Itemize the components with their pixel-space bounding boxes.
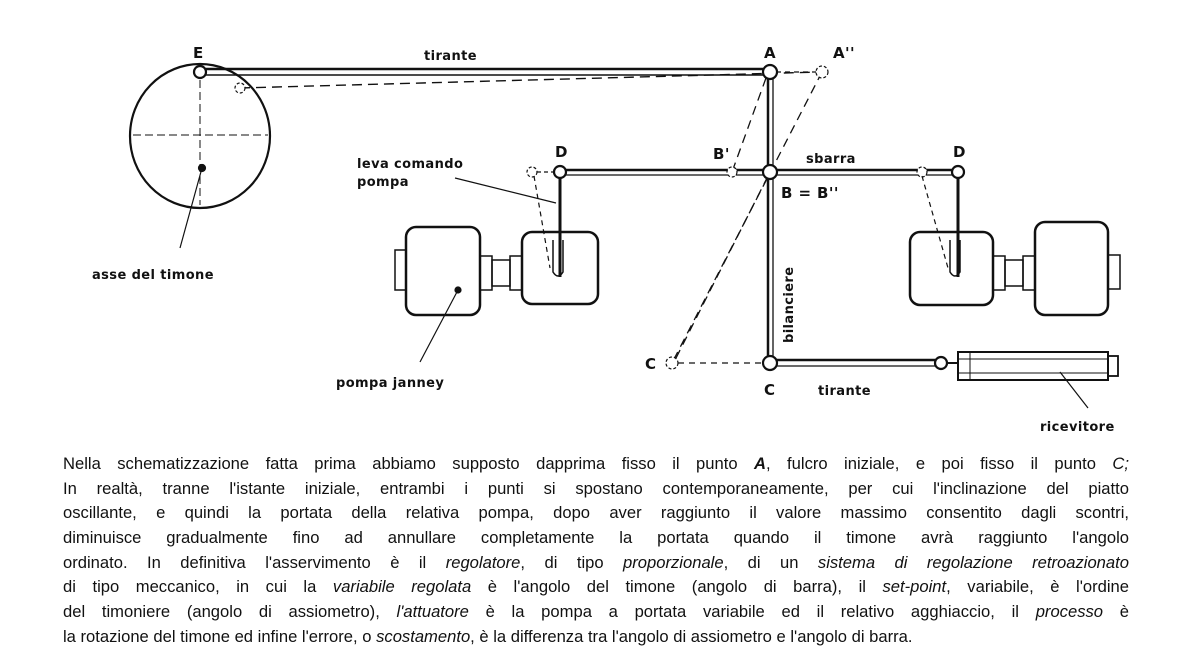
text-segment: set-point	[882, 577, 947, 597]
text-segment: è l'angolo del timone (angolo di barra), il	[471, 577, 883, 597]
label-tirante-bottom: tirante	[818, 384, 871, 399]
paragraph-line	[63, 477, 1129, 502]
label-B-equals: B = B''	[781, 184, 839, 202]
text-segment: la rotazione del timone ed infine l'errore, o	[63, 626, 377, 646]
text-segment: variabile regolata	[332, 577, 472, 597]
text-segment: regolatore	[445, 552, 521, 572]
label-C: C	[764, 381, 776, 399]
paragraph-line	[63, 452, 1129, 477]
label-B-prime: B'	[713, 145, 730, 163]
text-segment: , di tipo	[520, 552, 624, 572]
label-C-left: C	[645, 355, 657, 373]
label-pompa: pompa	[357, 175, 409, 190]
text-segment: , è la differenza tra l'angolo di assiometro e l'angolo di barra.	[470, 626, 913, 646]
text-segment: sistema di regolazione retroazionato	[817, 552, 1129, 572]
text-segment: è	[1103, 602, 1129, 622]
paragraph-line	[63, 625, 1129, 650]
paragraph-line	[63, 526, 1129, 551]
text-segment: In realtà, tranne l'istante iniziale, entrambi i punti si spostano contemporaneamente, per cui l'inclinazione del piatto	[63, 478, 1129, 498]
label-D-left: D	[555, 143, 568, 161]
right-pump	[910, 222, 1120, 315]
label-tirante-top: tirante	[424, 49, 477, 64]
label-A: A	[764, 44, 777, 62]
label-asse-del-timone: asse del timone	[92, 268, 214, 283]
text-segment: Nella schematizzazione fatta prima abbiamo supposto dapprima fisso il punto	[63, 454, 755, 473]
text-segment: proporzionale	[623, 552, 724, 572]
text-segment: ordinato. In definitiva l'asservimento è il	[63, 552, 446, 572]
text-segment: è la pompa a portata variabile ed il relativo agghiaccio, il	[468, 602, 1036, 622]
text-segment: C;	[1112, 454, 1129, 473]
ricevitore-cylinder	[947, 352, 1118, 408]
label-leva-comando: leva comando	[357, 157, 464, 172]
label-bilanciere: bilanciere	[782, 266, 797, 343]
text-segment: diminuisce gradualmente fino ad annullare completamente la portata quando il timone avrà raggiunto l'angolo	[63, 528, 1129, 548]
left-pump	[395, 227, 598, 362]
paragraph-line	[63, 551, 1129, 576]
label-E: E	[193, 44, 204, 62]
text-segment: di tipo meccanico, in cui la	[63, 577, 333, 597]
label-A-second: A''	[833, 44, 855, 62]
text-segment: , di un	[723, 552, 818, 572]
paragraph-line	[63, 600, 1129, 625]
paragraph-line	[63, 501, 1129, 526]
text-segment: l'attuatore	[396, 602, 469, 622]
label-D-right: D	[953, 143, 966, 161]
label-ricevitore: ricevitore	[1040, 420, 1115, 435]
text-segment: , variabile, è l'ordine	[946, 577, 1130, 597]
text-segment: oscillante, e quindi la portata della relativa pompa, dopo aver raggiunto il valore massimo consentito dagli scontri,	[63, 503, 1129, 523]
text-segment: processo	[1035, 602, 1104, 622]
explanation-paragraph	[63, 452, 1129, 650]
label-pompa-janney: pompa janney	[336, 376, 445, 391]
text-segment: del timoniere (angolo di assiometro),	[63, 602, 397, 622]
text-segment: , fulcro iniziale, e poi fisso il punto	[766, 454, 1113, 473]
text-segment: scostamento	[376, 626, 471, 646]
paragraph-line	[63, 575, 1129, 600]
label-sbarra: sbarra	[806, 152, 856, 167]
text-segment: A	[754, 454, 766, 473]
